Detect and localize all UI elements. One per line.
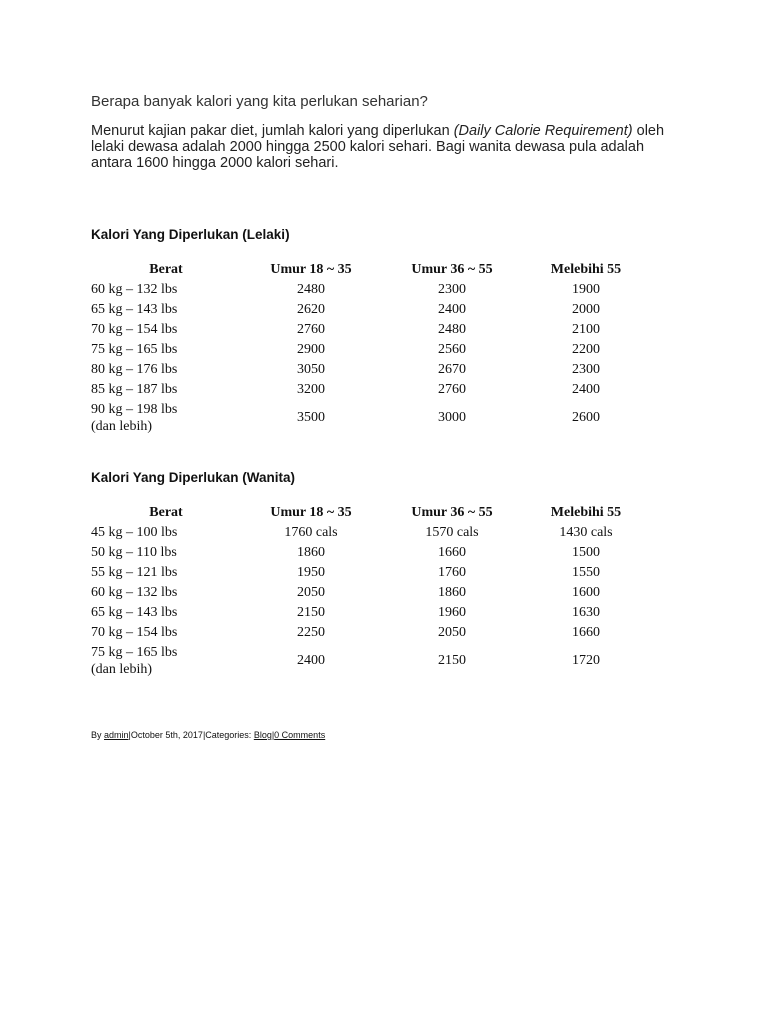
- weight-cell: 75 kg – 165 lbs: [91, 341, 178, 357]
- weight-cell: [91, 642, 241, 679]
- value-cell: 2400: [572, 381, 600, 397]
- value-cell: 2200: [572, 341, 600, 357]
- value-cell: 1760: [438, 564, 466, 580]
- intro-paragraph: [91, 123, 681, 171]
- value-cell: 2250: [297, 624, 325, 640]
- value-cell: 2760: [438, 381, 466, 397]
- intro-text-2: oleh lelaki dewasa adalah 2000 hingga 2500 kalori sehari. Bagi wanita dewasa pula adalah antara 1600 hingga 2000 kalori sehari.: [91, 123, 665, 171]
- value-cell: 2000: [572, 301, 600, 317]
- weight-cell: 70 kg – 154 lbs: [91, 321, 178, 337]
- table-row: [91, 522, 649, 542]
- value-cell: 1600: [572, 584, 600, 600]
- value-cell: 3200: [297, 381, 325, 397]
- value-cell: 1660: [438, 544, 466, 560]
- table-row: [91, 379, 649, 399]
- table-row: [91, 279, 649, 299]
- weight-label: 90 kg – 198 lbs: [91, 401, 178, 417]
- value-cell: 1720: [572, 653, 600, 668]
- value-cell: 3500: [297, 410, 325, 425]
- value-cell: 1430 cals: [559, 524, 613, 540]
- column-header-age-18-35: Umur 18 ~ 35: [270, 504, 352, 520]
- value-cell: 2670: [438, 361, 466, 377]
- weight-cell: 70 kg – 154 lbs: [91, 624, 178, 640]
- categories-label: Categories:: [205, 730, 254, 740]
- value-cell: 2600: [572, 410, 600, 425]
- table-row: [91, 562, 649, 582]
- value-cell: 2480: [297, 281, 325, 297]
- column-header-age-18-35: Umur 18 ~ 35: [270, 261, 352, 277]
- value-cell: 1500: [572, 544, 600, 560]
- weight-cell: 50 kg – 110 lbs: [91, 544, 177, 560]
- value-cell: 2150: [297, 604, 325, 620]
- table-row: [91, 339, 649, 359]
- weight-cell: [91, 399, 241, 436]
- table-row: [91, 602, 649, 622]
- intro-emphasis: (Daily Calorie Requirement): [453, 123, 633, 139]
- men-calorie-table: [91, 259, 649, 436]
- value-cell: 1760 cals: [284, 524, 338, 540]
- weight-cell: 55 kg – 121 lbs: [91, 564, 178, 580]
- weight-cell: 85 kg – 187 lbs: [91, 381, 178, 397]
- value-cell: 1960: [438, 604, 466, 620]
- separator: |: [202, 730, 206, 740]
- weight-cell: 65 kg – 143 lbs: [91, 604, 178, 620]
- separator: |: [128, 730, 131, 740]
- column-header-weight: Berat: [149, 261, 183, 277]
- value-cell: 1950: [297, 564, 325, 580]
- author-link[interactable]: admin: [104, 730, 129, 740]
- women-calorie-table: [91, 502, 649, 679]
- value-cell: 2400: [438, 301, 466, 317]
- weight-label: 75 kg – 165 lbs: [91, 644, 178, 660]
- value-cell: 1860: [297, 544, 325, 560]
- column-header-age-36-55: Umur 36 ~ 55: [411, 261, 493, 277]
- table-row: [91, 359, 649, 379]
- table-row: [91, 582, 649, 602]
- value-cell: 2150: [438, 653, 466, 668]
- table-row: [91, 542, 649, 562]
- value-cell: 1660: [572, 624, 600, 640]
- value-cell: 2620: [297, 301, 325, 317]
- table-row: [91, 622, 649, 642]
- value-cell: 1860: [438, 584, 466, 600]
- value-cell: 2300: [438, 281, 466, 297]
- weight-cell: 60 kg – 132 lbs: [91, 281, 178, 297]
- value-cell: 1570 cals: [425, 524, 479, 540]
- weight-note: (dan lebih): [91, 418, 153, 434]
- by-label: By: [91, 730, 105, 740]
- separator: |: [271, 730, 275, 740]
- weight-cell: 60 kg – 132 lbs: [91, 584, 178, 600]
- table-row: [91, 299, 649, 319]
- comments-link[interactable]: 0 Comments: [274, 730, 326, 740]
- column-header-over-55: Melebihi 55: [550, 504, 622, 520]
- table-row: [91, 319, 649, 339]
- value-cell: 2900: [297, 341, 325, 357]
- value-cell: 1550: [572, 564, 600, 580]
- column-header-weight: Berat: [149, 504, 183, 520]
- table-row: [91, 399, 649, 436]
- table-row: [91, 642, 649, 679]
- weight-note: (dan lebih): [91, 661, 153, 677]
- value-cell: 2560: [438, 341, 466, 357]
- weight-cell: 65 kg – 143 lbs: [91, 301, 178, 317]
- value-cell: 3000: [438, 410, 466, 425]
- women-table-title: Kalori Yang Diperlukan (Wanita): [91, 470, 296, 485]
- weight-cell: 80 kg – 176 lbs: [91, 361, 178, 377]
- value-cell: 2400: [297, 653, 325, 668]
- value-cell: 2480: [438, 321, 466, 337]
- value-cell: 1900: [572, 281, 600, 297]
- weight-cell: 45 kg – 100 lbs: [91, 524, 178, 540]
- value-cell: 3050: [297, 361, 325, 377]
- table-header-row: [91, 502, 649, 522]
- value-cell: 2300: [572, 361, 600, 377]
- value-cell: 2050: [438, 624, 466, 640]
- value-cell: 2760: [297, 321, 325, 337]
- intro-text-1: Menurut kajian pakar diet, jumlah kalori yang diperlukan: [91, 123, 454, 139]
- column-header-age-36-55: Umur 36 ~ 55: [411, 504, 493, 520]
- value-cell: 2100: [572, 321, 600, 337]
- value-cell: 2050: [297, 584, 325, 600]
- men-table-title: Kalori Yang Diperlukan (Lelaki): [91, 227, 290, 242]
- page-heading: Berapa banyak kalori yang kita perlukan seharian?: [91, 93, 428, 110]
- category-link[interactable]: Blog: [253, 730, 272, 740]
- post-date: October 5th, 2017: [130, 730, 203, 740]
- post-meta-footer: [91, 730, 325, 740]
- value-cell: 1630: [572, 604, 600, 620]
- column-header-over-55: Melebihi 55: [550, 261, 622, 277]
- table-header-row: [91, 259, 649, 279]
